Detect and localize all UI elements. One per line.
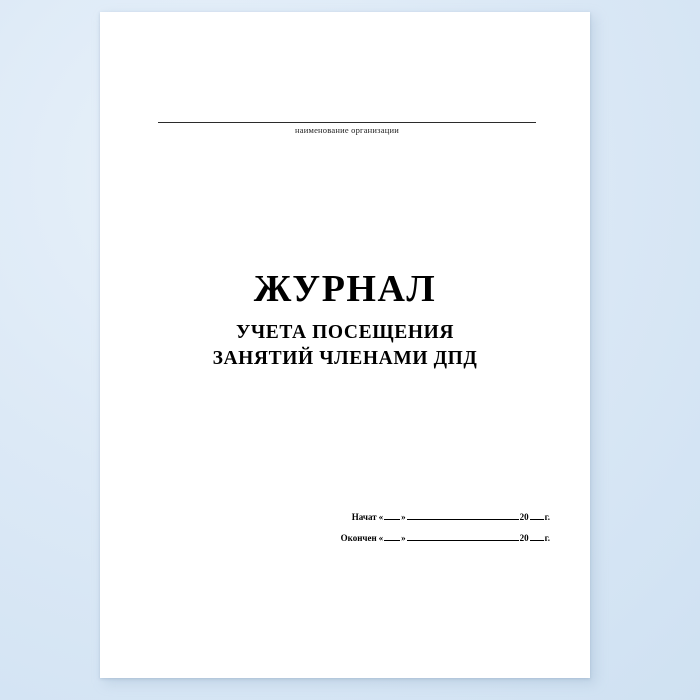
finished-quote-open: « [378,533,384,543]
finished-month-blank [407,540,519,541]
started-row [250,512,550,522]
document-title: ЖУРНАЛ [253,268,437,310]
started-year-prefix: 20 [519,512,529,522]
document-subtitle-line-1: УЧЕТА ПОСЕЩЕНИЯ [235,322,455,343]
started-month-blank [407,519,519,520]
finished-label: Окончен [340,533,377,543]
organization-caption: наименование организации [295,125,399,135]
document-page [100,12,590,678]
started-year-suffix: г. [544,512,550,522]
finished-year-blank [530,540,544,541]
finished-year-prefix: 20 [519,533,529,543]
started-label: Начат [351,512,377,522]
started-quote-open: « [378,512,384,522]
finished-day-blank [384,540,400,541]
title-block [130,270,560,371]
organization-rule-line [158,122,536,123]
started-quote-close: » [401,512,406,522]
document-subtitle [130,320,560,371]
footer-block [250,512,550,554]
finished-year-suffix: г. [544,533,550,543]
finished-quote-close: » [401,533,406,543]
finished-row [250,533,550,543]
started-year-blank [530,519,544,520]
started-day-blank [384,519,400,520]
document-subtitle-line-2: ЗАНЯТИЙ ЧЛЕНАМИ ДПД [212,347,478,369]
